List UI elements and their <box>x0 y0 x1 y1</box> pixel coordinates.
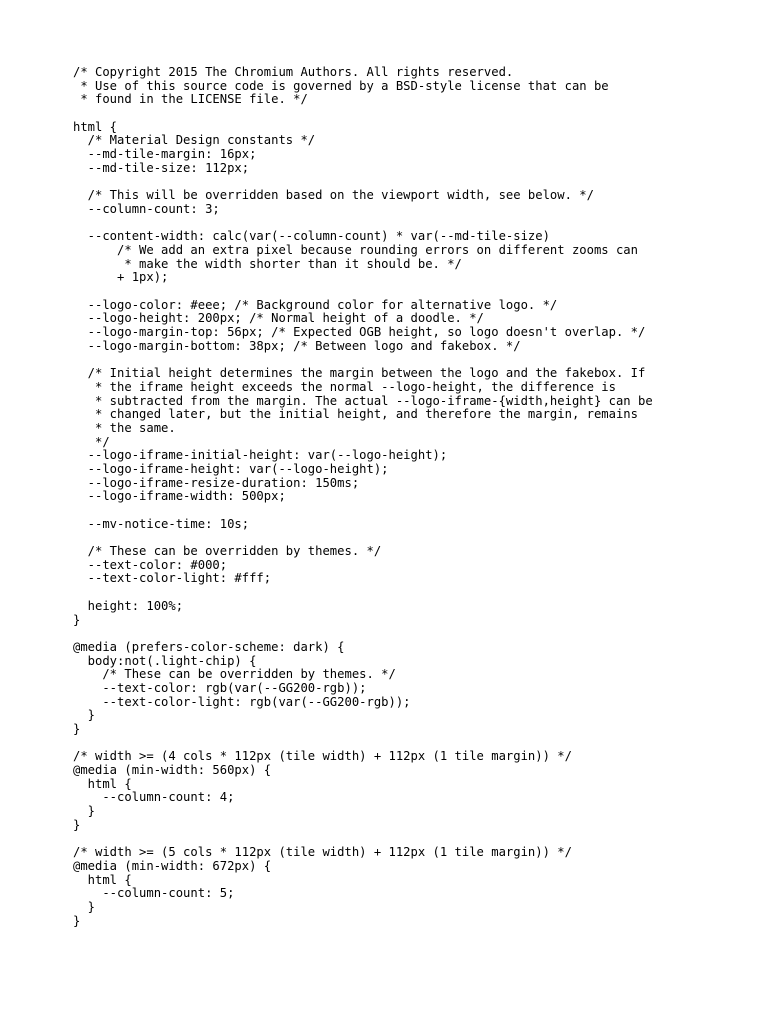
code-line: --content-width: calc(var(--column-count) * var(--md-tile-size) <box>73 229 550 244</box>
code-line: --logo-color: #eee; /* Background color for alternative logo. */ <box>73 297 558 312</box>
code-line: * Use of this source code is governed by a BSD-style license that can be <box>73 78 609 93</box>
code-line: --logo-iframe-resize-duration: 150ms; <box>73 475 360 490</box>
code-line <box>73 627 753 641</box>
code-line: --column-count: 3; <box>73 201 220 216</box>
code-line: --md-tile-size: 112px; <box>73 160 250 175</box>
code-line: --mv-notice-time: 10s; <box>73 516 250 531</box>
code-line: /* width >= (4 cols * 112px (tile width) + 112px (1 tile margin)) */ <box>73 749 572 764</box>
code-line <box>73 107 753 121</box>
code-line: --logo-iframe-height: var(--logo-height); <box>73 461 389 476</box>
code-line <box>73 285 753 299</box>
code-line: --md-tile-margin: 16px; <box>73 147 257 162</box>
code-line: @media (prefers-color-scheme: dark) { <box>73 639 345 654</box>
code-line: /* Initial height determines the margin between the logo and the fakebox. If <box>73 366 646 381</box>
code-line: /* Material Design constants */ <box>73 133 316 148</box>
code-line: /* We add an extra pixel because rounding errors on different zooms can <box>73 242 638 257</box>
code-line: } <box>73 913 81 928</box>
code-line: * changed later, but the initial height, and therefore the margin, remains <box>73 407 638 422</box>
code-line: --text-color: rgb(var(--GG200-rgb)); <box>73 680 367 695</box>
code-line <box>73 833 753 847</box>
code-line: height: 100%; <box>73 598 184 613</box>
code-line: } <box>73 817 81 832</box>
code-line: } <box>73 899 96 914</box>
code-line: html { <box>73 119 118 134</box>
code-line: --column-count: 5; <box>73 886 235 901</box>
code-line <box>73 586 753 600</box>
code-line: * subtracted from the margin. The actual --logo-iframe-{width,height} can be <box>73 393 653 408</box>
code-line: @media (min-width: 560px) { <box>73 763 272 778</box>
code-line: --text-color-light: rgb(var(--GG200-rgb)); <box>73 694 411 709</box>
code-line: html { <box>73 872 132 887</box>
code-line: } <box>73 708 96 723</box>
code-line <box>73 217 753 231</box>
code-line <box>73 737 753 751</box>
code-line: /* width >= (5 cols * 112px (tile width) + 112px (1 tile margin)) */ <box>73 845 572 860</box>
code-line: --logo-height: 200px; /* Normal height of a doodle. */ <box>73 311 484 326</box>
code-line: --logo-iframe-width: 500px; <box>73 489 286 504</box>
code-line: --text-color: #000; <box>73 557 228 572</box>
code-line: body:not(.light-chip) { <box>73 653 257 668</box>
code-line: } <box>73 722 81 736</box>
code-line: --logo-iframe-initial-height: var(--logo-height); <box>73 448 448 463</box>
code-line: * the iframe height exceeds the normal --logo-height, the difference is <box>73 379 616 394</box>
code-line: /* This will be overridden based on the viewport width, see below. */ <box>73 188 594 203</box>
source-code-document <box>73 66 753 928</box>
code-line: * the same. <box>73 420 176 435</box>
code-line: --text-color-light: #fff; <box>73 571 272 586</box>
code-line <box>73 531 753 545</box>
code-line: /* These can be overridden by themes. */ <box>73 544 382 559</box>
code-line: /* Copyright 2015 The Chromium Authors. All rights reserved. <box>73 65 514 79</box>
code-line: --column-count: 4; <box>73 790 235 805</box>
code-line <box>73 504 753 518</box>
code-line: @media (min-width: 672px) { <box>73 858 272 873</box>
code-line: */ <box>73 434 110 449</box>
code-line: * found in the LICENSE file. */ <box>73 92 308 107</box>
code-line <box>73 353 753 367</box>
code-line: --logo-margin-bottom: 38px; /* Between logo and fakebox. */ <box>73 338 521 353</box>
code-line: html { <box>73 776 132 791</box>
code-line: } <box>73 612 81 627</box>
code-line: --logo-margin-top: 56px; /* Expected OGB height, so logo doesn't overlap. */ <box>73 325 646 340</box>
code-line <box>73 176 753 190</box>
code-line: + 1px); <box>73 270 169 285</box>
code-line: } <box>73 804 96 819</box>
code-line: /* These can be overridden by themes. */ <box>73 667 396 682</box>
code-line: * make the width shorter than it should be. */ <box>73 256 462 271</box>
